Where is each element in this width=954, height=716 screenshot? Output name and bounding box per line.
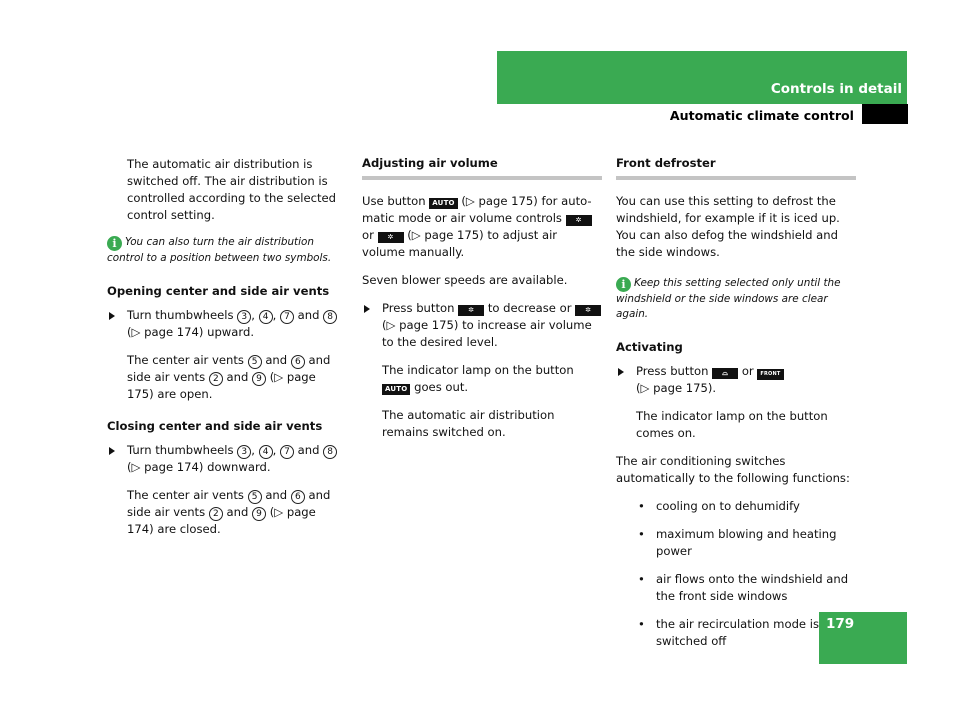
- fan-high-button-icon: ✲: [575, 305, 601, 316]
- vent-number: 9: [252, 372, 266, 386]
- thumbwheel-number: 4: [259, 310, 273, 324]
- info-note: [107, 235, 345, 266]
- front-defroster-heading: Front defroster: [616, 155, 856, 180]
- intro-text: The automatic air distribution is switched off. The air distribution is controlled according to the selected control setting.: [127, 157, 337, 222]
- vent-number: 5: [248, 490, 262, 504]
- indicator-lamp-text: The indicator lamp on the button AUTO goes out.: [382, 363, 574, 394]
- closing-result: The center air vents 5 and 6 and side air vents 2 and 9 (▷ page 174) are closed.: [127, 488, 331, 536]
- step-arrow-icon: [109, 312, 115, 320]
- thumbwheel-number: 8: [323, 445, 337, 459]
- list-item: • cooling on to dehumidify: [638, 499, 800, 513]
- auto-button-icon: AUTO: [429, 198, 457, 209]
- column-2: [362, 155, 602, 448]
- defrost-indicator-text: The indicator lamp on the button comes on.: [636, 409, 828, 440]
- opening-step: Turn thumbwheels 3 , 4 , 7 and 8 (▷ page 174) upward.: [107, 307, 345, 341]
- thumbwheel-number: 7: [280, 310, 294, 324]
- info-icon: i: [107, 236, 122, 251]
- thumbwheel-number: 8: [323, 310, 337, 324]
- fan-high-button-icon: ✲: [378, 232, 404, 243]
- fan-low-button-icon: ✲: [566, 215, 592, 226]
- vent-number: 6: [291, 355, 305, 369]
- activating-step: Press button ⌓ or FRONT (▷ page 175).: [616, 363, 856, 397]
- adjusting-air-volume-heading: Adjusting air volume: [362, 155, 602, 180]
- air-volume-intro: Use button AUTO (▷ page 175) for auto-matic mode or air volume controls ✲ or ✲ (▷ page 175) to adjust air volume manually.: [362, 194, 592, 259]
- info-note-text: You can also turn the air distribution control to a position between two symbols.: [107, 236, 332, 264]
- thumbwheel-number: 3: [237, 445, 251, 459]
- activating-heading: Activating: [616, 340, 683, 354]
- air-distribution-remains-text: The automatic air distribution remains switched on.: [382, 408, 555, 439]
- vent-number: 5: [248, 355, 262, 369]
- vent-number: 2: [209, 507, 223, 521]
- blower-speeds-text: Seven blower speeds are available.: [362, 273, 568, 287]
- air-conditioning-switches-text: The air conditioning switches automatically to the following functions:: [616, 454, 850, 485]
- windshield-defrost-button-icon: ⌓: [712, 368, 738, 379]
- list-item: • the air recirculation mode is switched off: [638, 617, 820, 648]
- thumbwheel-number: 7: [280, 445, 294, 459]
- auto-button-icon: AUTO: [382, 384, 410, 395]
- front-defrost-button-icon: FRONT: [757, 369, 783, 380]
- thumbwheel-number: 4: [259, 445, 273, 459]
- info-note-text: Keep this setting selected only until the windshield or the side windows are clear again.: [616, 277, 841, 320]
- header-tab-marker: [862, 104, 908, 124]
- thumbwheel-number: 3: [237, 310, 251, 324]
- defroster-intro: You can use this setting to defrost the windshield, for example if it is iced up. You can also defog the windshield and the side windows.: [616, 194, 840, 259]
- list-item: • air flows onto the windshield and the front side windows: [638, 572, 849, 603]
- page-number: 179: [826, 616, 855, 632]
- column-1: [107, 155, 345, 545]
- section-title: Controls in detail: [770, 81, 902, 97]
- fan-low-button-icon: ✲: [458, 305, 484, 316]
- column-3: [616, 155, 856, 657]
- subsection-title: Automatic climate control: [669, 108, 854, 123]
- step-arrow-icon: [364, 305, 370, 313]
- vent-number: 2: [209, 372, 223, 386]
- opening-heading: Opening center and side air vents: [107, 284, 330, 298]
- list-item: • maximum blowing and heating power: [638, 527, 837, 558]
- step-arrow-icon: [618, 368, 624, 376]
- info-icon: i: [616, 277, 631, 292]
- info-note: [616, 276, 856, 322]
- closing-step: Turn thumbwheels 3 , 4 , 7 and 8 (▷ page 174) downward.: [107, 442, 345, 476]
- vent-number: 6: [291, 490, 305, 504]
- opening-result: The center air vents 5 and 6 and side air vents 2 and 9 (▷ page 175) are open.: [127, 353, 331, 401]
- step-arrow-icon: [109, 447, 115, 455]
- closing-heading: Closing center and side air vents: [107, 419, 323, 433]
- air-volume-step: Press button ✲ to decrease or ✲ (▷ page 175) to increase air volume to the desired level.: [362, 300, 602, 351]
- vent-number: 9: [252, 507, 266, 521]
